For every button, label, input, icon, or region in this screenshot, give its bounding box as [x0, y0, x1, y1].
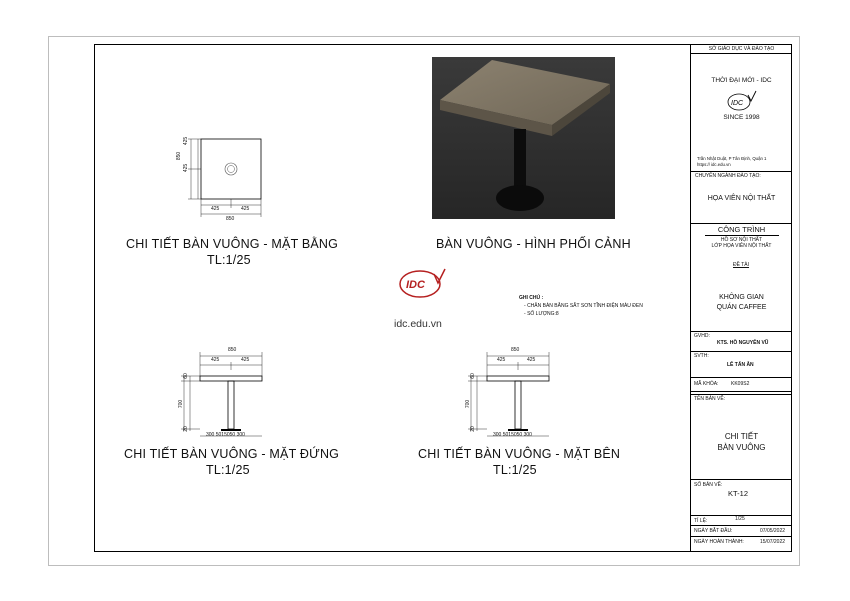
- plan-dim-bottom-a: 425: [211, 206, 220, 212]
- tb-major: HỌA VIÊN NỘI THẤT: [707, 195, 776, 202]
- tb-topic-line1: KHÔNG GIAN: [719, 294, 764, 301]
- plan-view-scale: TL:1/25: [207, 253, 251, 267]
- front-view-scale: TL:1/25: [206, 463, 250, 477]
- tb-drawing-line2: BÀN VUÔNG: [717, 443, 766, 452]
- front-dim-total: 850: [228, 347, 237, 353]
- tb-address: Trần Nhật Duật, P Tân Định, Quận 1: [697, 156, 767, 161]
- front-dim-base: 300 5015050 300: [206, 432, 245, 438]
- notes-item: - CHÂN BÀN BẰNG SẮT SƠN TĨNH ĐIỆN MÀU ĐEN: [524, 303, 643, 309]
- tb-start: 07/05/2022: [760, 528, 786, 534]
- front-dim-b: 425: [241, 357, 250, 363]
- tb-project-label: CÔNG TRÌNH: [717, 225, 766, 234]
- side-view-title: CHI TIẾT BÀN VUÔNG - MẶT BÊN: [418, 447, 621, 461]
- svg-text:IDC: IDC: [406, 279, 425, 291]
- tb-scale-label: TỈ LỆ:: [694, 518, 708, 524]
- tb-project-line1: HỒ SƠ NỘI THẤT: [720, 237, 763, 243]
- tb-dept: SỞ GIÁO DỤC VÀ ĐÀO TẠO: [708, 46, 775, 52]
- side-dim-h1: 60: [469, 373, 476, 379]
- plan-dim-left-b: 425: [183, 163, 190, 173]
- tb-topic-label: ĐỀ TÀI: [733, 262, 750, 268]
- tb-website: https:// idc.edu.vn: [697, 162, 731, 167]
- tb-class-label: MÃ KHÓA:: [694, 381, 719, 387]
- tb-school: THỜI ĐẠI MỚI - IDC: [711, 77, 772, 84]
- front-dim-a: 425: [211, 357, 220, 363]
- front-dim-h3: 20: [182, 426, 189, 432]
- side-dim-b: 425: [527, 357, 536, 363]
- front-dim-h2: 700: [178, 399, 185, 409]
- title-block: [690, 44, 792, 552]
- svg-text:IDC: IDC: [731, 100, 744, 107]
- tb-since: SINCE 1998: [723, 114, 760, 121]
- side-view-scale: TL:1/25: [493, 463, 537, 477]
- side-dim-h2: 700: [465, 399, 472, 409]
- side-dim-base: 300 5015050 300: [493, 432, 532, 438]
- logo-url: idc.edu.vn: [394, 318, 442, 330]
- plan-dim-bottom-total: 850: [226, 216, 235, 222]
- side-dim-h3: 20: [469, 426, 476, 432]
- front-view-title: CHI TIẾT BÀN VUÔNG - MẶT ĐỨNG: [124, 447, 340, 461]
- tb-svth: LÊ TẤN ÂN: [727, 362, 754, 368]
- front-dim-h1: 60: [182, 373, 189, 379]
- plan-dim-left-total: 850: [176, 151, 183, 161]
- idc-logo-icon: [398, 266, 448, 302]
- tb-finish: 15/07/2022: [760, 539, 786, 545]
- tb-major-label: CHUYÊN NGÀNH ĐÀO TẠO:: [695, 173, 761, 179]
- tb-finish-label: NGÀY HOÀN THÀNH:: [694, 539, 744, 545]
- tb-project-line2: LỚP HỌA VIÊN NỘI THẤT: [711, 243, 772, 249]
- tb-gvhd-label: GVHD:: [694, 333, 710, 339]
- perspective-title: BÀN VUÔNG - HÌNH PHỐI CẢNH: [436, 237, 631, 251]
- tb-sheet-no-label: SỐ BẢN VẼ:: [694, 482, 723, 488]
- front-elevation-drawing: [178, 346, 278, 441]
- side-dim-total: 850: [511, 347, 520, 353]
- tb-scale: 1/25: [735, 516, 745, 522]
- tb-drawing-name-label: TÊN BẢN VẼ:: [694, 396, 726, 402]
- tb-class: KK09S2: [731, 381, 750, 387]
- tb-start-label: NGÀY BẮT ĐẦU:: [694, 528, 733, 534]
- tb-svth-label: SVTH:: [694, 353, 709, 359]
- tb-topic-line2: QUÁN CAFFEE: [716, 304, 767, 311]
- side-dim-a: 425: [497, 357, 506, 363]
- side-elevation-drawing: [465, 346, 565, 441]
- tb-logo-icon: [726, 89, 758, 113]
- tb-gvhd: KTS. HỒ NGUYÊN VŨ: [717, 340, 769, 346]
- tb-drawing-line1: CHI TIẾT: [724, 432, 759, 441]
- plan-dim-left-a: 425: [183, 136, 190, 146]
- plan-view-title: CHI TIẾT BÀN VUÔNG - MẶT BẰNG: [126, 237, 339, 251]
- tb-sheet-no: KT-12: [728, 489, 749, 498]
- notes-item: - SỐ LƯỢNG:8: [524, 311, 559, 317]
- notes-heading: GHI CHÚ :: [519, 295, 544, 301]
- perspective-render: [432, 57, 615, 219]
- plan-dim-bottom-b: 425: [241, 206, 250, 212]
